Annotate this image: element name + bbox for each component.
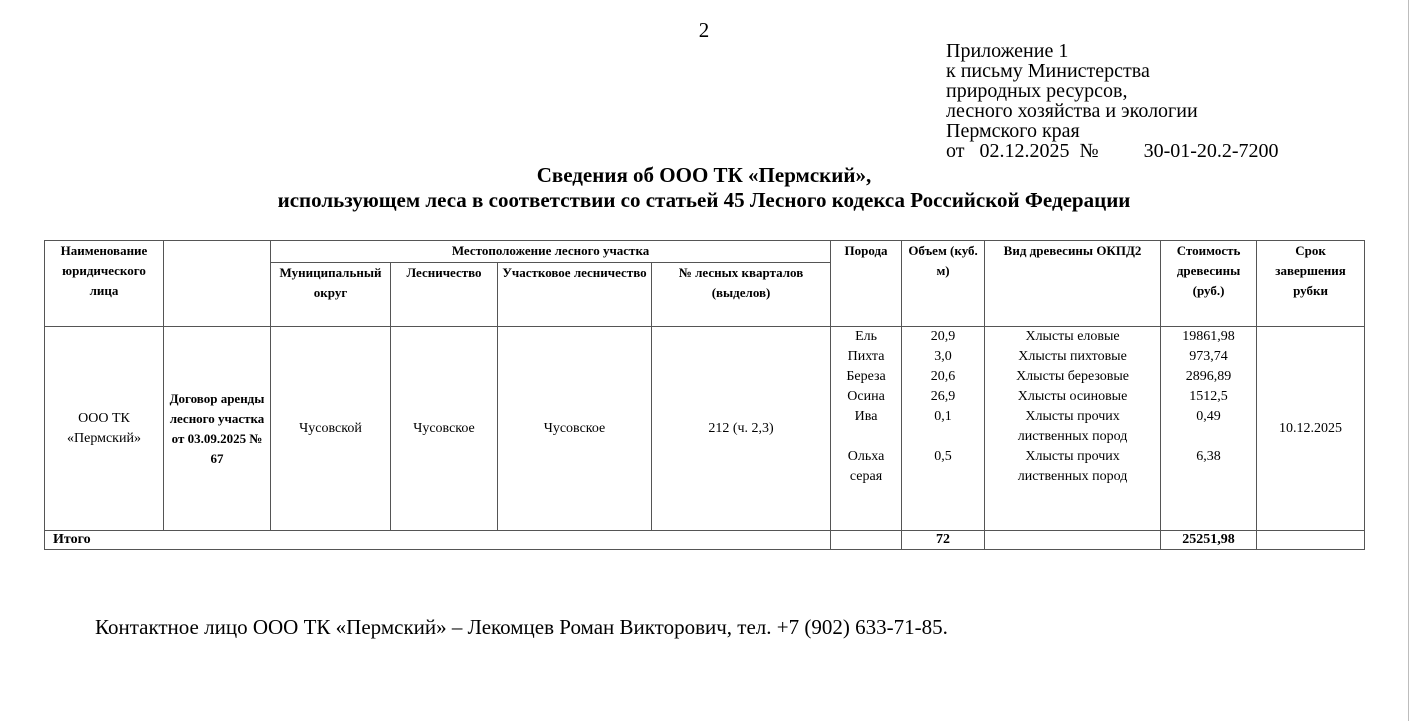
- cell-municipal: Чусовской: [271, 327, 391, 531]
- cell-district-forestry: Чусовское: [498, 327, 652, 531]
- date-prefix: от: [946, 140, 965, 162]
- header-species: Порода: [831, 241, 902, 327]
- letter-number: 30-01-20.2-7200: [1143, 140, 1279, 162]
- cell-contract: Договор аренды лесного участка от 03.09.2025 № 67: [164, 327, 271, 531]
- volume-item: 3,0: [934, 349, 952, 364]
- header-municipal: Муниципальный округ: [271, 263, 391, 327]
- cost-spacer: [1164, 427, 1253, 447]
- timber-info-table: [44, 240, 1365, 550]
- cell-species: [831, 327, 902, 531]
- cell-deadline: 10.12.2025: [1257, 327, 1365, 531]
- species-item: Осина: [847, 389, 885, 404]
- header-volume: Объем (куб. м): [902, 241, 985, 327]
- header-deadline: Срок завершения рубки: [1257, 241, 1365, 327]
- number-sign: №: [1079, 140, 1099, 162]
- header-contract-empty: [164, 241, 271, 327]
- cost-item: 19861,98: [1182, 329, 1235, 344]
- volume-spacer: [905, 427, 981, 447]
- species-item: Ива: [854, 409, 878, 424]
- header-district-forestry: Участковое лесничество: [498, 263, 652, 327]
- volume-item: 20,9: [930, 329, 956, 344]
- wood-type-item: Хлысты пихтовые: [1018, 349, 1127, 364]
- appendix-line: к письму Министерства: [946, 60, 1150, 82]
- wood-type-item: Хлысты прочих лиственных пород: [1017, 409, 1128, 444]
- header-quarters: № лесных кварталов (выделов): [652, 263, 831, 327]
- total-label: Итого: [45, 531, 831, 550]
- total-cost: 25251,98: [1161, 531, 1257, 550]
- species-item: Береза: [846, 369, 886, 384]
- appendix-block: [946, 41, 1279, 161]
- letter-date: 02.12.2025: [979, 140, 1070, 162]
- contact-line: Контактное лицо ООО ТК «Пермский» – Лекомцев Роман Викторович, тел. +7 (902) 633-71-85.: [95, 615, 948, 639]
- title-line-2: использующем леса в соответствии со статьей 45 Лесного кодекса Российской Федерации: [277, 188, 1131, 212]
- page-number: 2: [698, 18, 710, 42]
- cell-wood-types: [985, 327, 1161, 531]
- appendix-line: лесного хозяйства и экологии: [946, 100, 1198, 122]
- species-item: Ольха серая: [847, 449, 885, 484]
- cell-quarters: 212 (ч. 2,3): [652, 327, 831, 531]
- cost-item: 973,74: [1189, 349, 1228, 364]
- cost-item: 1512,5: [1189, 389, 1228, 404]
- cell-costs: [1161, 327, 1257, 531]
- appendix-line: Пермского края: [946, 120, 1080, 142]
- table-row: [45, 327, 1365, 531]
- title-line-1: Сведения об ООО ТК «Пермский»,: [536, 163, 872, 187]
- total-wood-type-empty: [985, 531, 1161, 550]
- total-species-empty: [831, 531, 902, 550]
- appendix-line: Приложение 1: [946, 40, 1069, 62]
- header-forestry: Лесничество: [391, 263, 498, 327]
- wood-type-item: Хлысты осиновые: [1017, 389, 1128, 404]
- total-volume: 72: [902, 531, 985, 550]
- appendix-line: природных ресурсов,: [946, 80, 1128, 102]
- header-wood-type: Вид древесины ОКПД2: [985, 241, 1161, 327]
- species-item: Ель: [855, 329, 878, 344]
- species-spacer: [834, 427, 898, 447]
- cell-forestry: Чусовское: [391, 327, 498, 531]
- header-location-group: Местоположение лесного участка: [271, 241, 831, 263]
- cell-entity: ООО ТК «Пермский»: [45, 327, 164, 531]
- volume-item: 26,9: [930, 389, 956, 404]
- total-row: [45, 531, 1365, 550]
- wood-type-item: Хлысты березовые: [1016, 369, 1130, 384]
- volume-item: 0,1: [934, 409, 952, 424]
- cell-volumes: [902, 327, 985, 531]
- cost-item: 2896,89: [1185, 369, 1232, 384]
- cost-item: 0,49: [1196, 409, 1221, 424]
- header-cost: Стоимость древесины (руб.): [1161, 241, 1257, 327]
- volume-item: 20,6: [930, 369, 956, 384]
- species-item: Пихта: [847, 349, 885, 364]
- total-deadline-empty: [1257, 531, 1365, 550]
- appendix-date-row: [946, 141, 1279, 161]
- header-entity: Наименование юридического лица: [45, 241, 164, 327]
- page-right-edge: [1408, 0, 1409, 721]
- wood-type-item: Хлысты еловые: [1025, 329, 1120, 344]
- volume-item: 0,5: [934, 449, 952, 464]
- wood-type-item: Хлысты прочих лиственных пород: [1017, 449, 1128, 484]
- cost-item: 6,38: [1196, 449, 1221, 464]
- document-title: [0, 163, 1408, 213]
